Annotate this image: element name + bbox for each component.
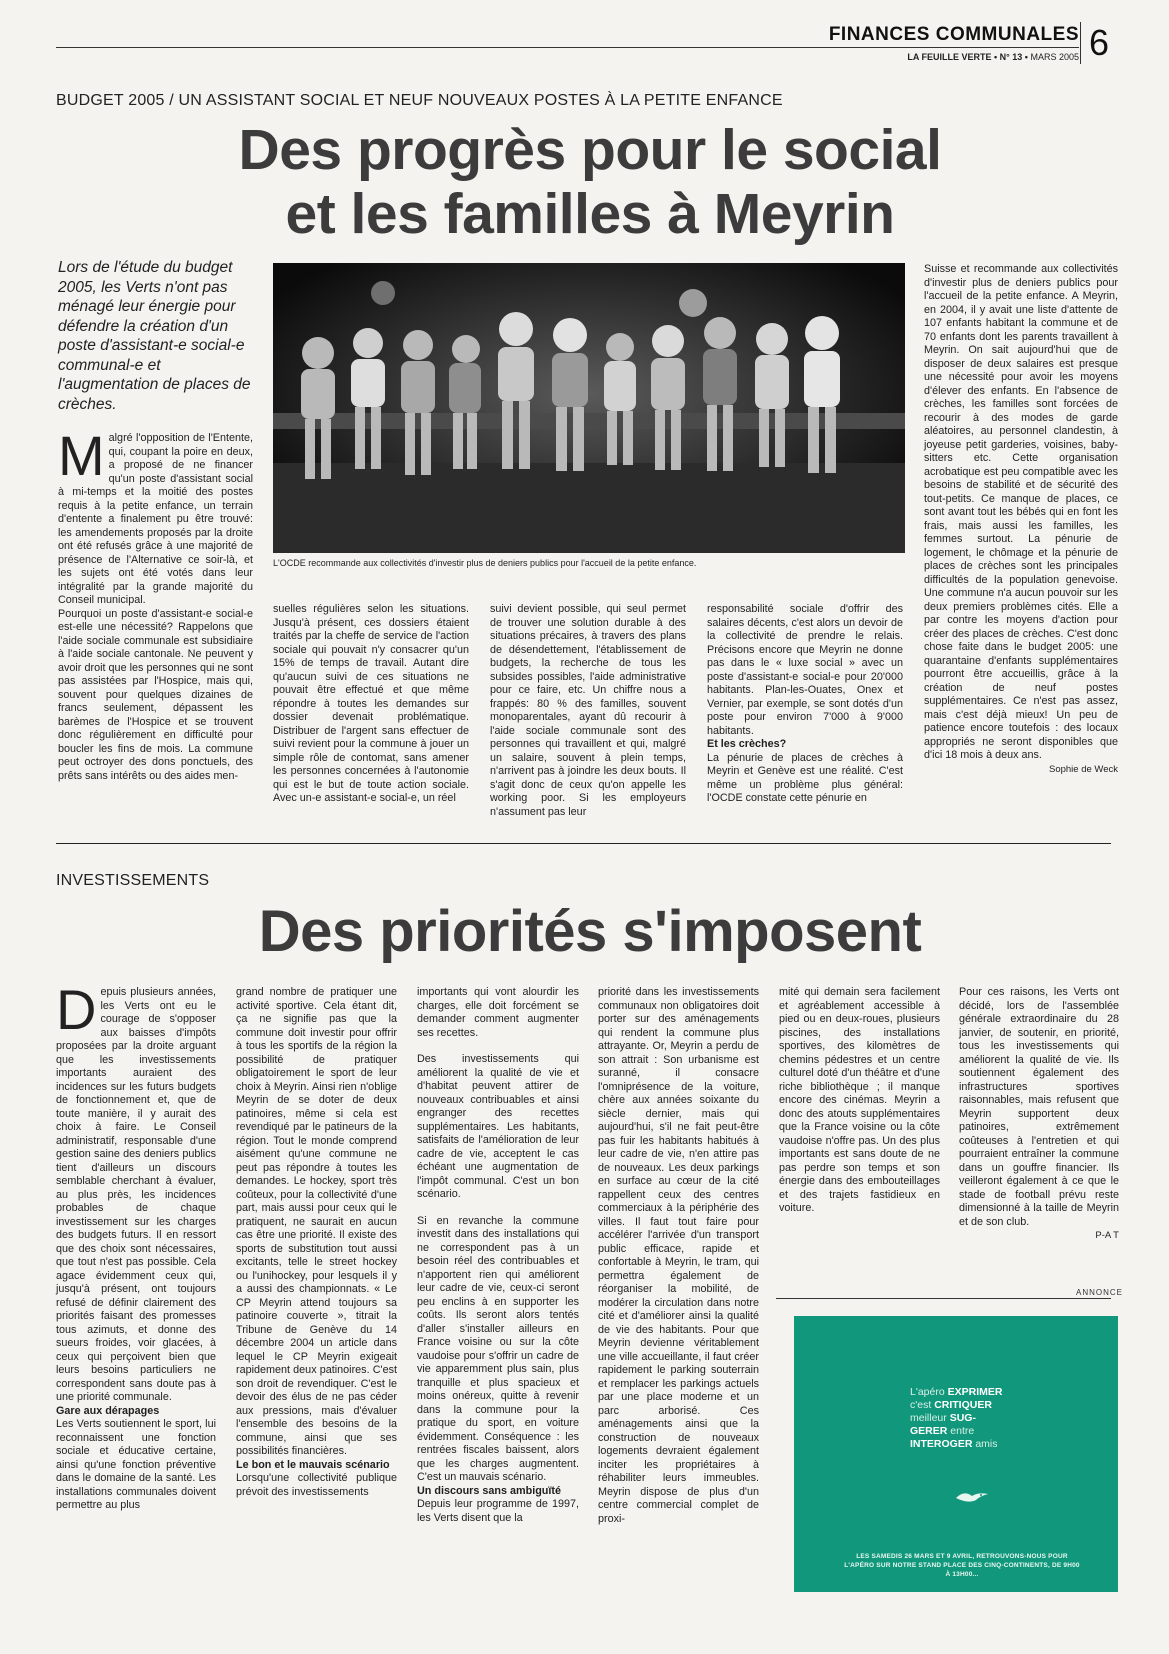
ad-footer: LES SAMEDIS 26 MARS ET 9 AVRIL, RETROUVONS-NOUS POUR L'APÉRO SUR NOTRE STAND PLACE DES CINQ-CONTINENTS, DE 9H00 À 13H00...	[844, 1553, 1080, 1578]
children-photo	[273, 263, 905, 553]
page-number: 6	[1080, 22, 1109, 64]
article1-column-1	[58, 424, 253, 783]
paragraph: suelles régulières selon les situations. Jusqu'à présent, ces dossiers étaient traités par la cheffe de service de l'action sociale qui pouvait n'y consacrer qu'un 15% de temps de travail. Autant dire qu'aucun suivi de ces situations ne pouvait être effectué et que même répondre à toutes les demandes sur dossier devenait problématique. Distribuer de l'argent sans effectuer de suivi revient pour la commune à jouer un simple rôle de contomat, sans amener les personnes concernées à l'autonomie qui est le but de toute action sociale. Avec un-e assistant-e social-e, un réel	[273, 603, 469, 804]
ad-slogan-text: c'est	[910, 1399, 935, 1411]
advertisement	[794, 1316, 1118, 1592]
subhead: Un discours sans ambiguïté	[417, 1484, 561, 1497]
ad-slogan-text: meilleur	[910, 1412, 950, 1424]
article2-column-2	[236, 986, 397, 1499]
article2-column-3	[417, 986, 579, 1525]
paragraph: grand nombre de pratiquer une activité sportive. Cela étant dit, ça ne signifie pas que la commune doit investir pour offrir à tous les sportifs de la région la possibilité de pratiquer obligatoirement le sport de leur choix à Meyrin. Ainsi rien n'oblige Meyrin de se doter de deux patinoires, même si cela est revendiqué par le patineurs de la région. Tout le monde comprend aisément qu'une commune ne peut pas répondre à toutes les demandes. Le hockey, sport très coûteux, pour la collectivité d'une part, mais aussi pour ceux qui le pratiquent, ne saurait en aucun cas être une priorité. Il existe des sports de substitution tout aussi excitants, telle le street hockey ou l'unihockey, pour lesquels il y a aussi des championnats. « Le CP Meyrin attend toujours sa patinoire couverte », titrait la Tribune de Genève du 14 décembre 2004 un article dans lequel le CP Meyrin exigeait rapidement deux patinoires. C'est son droit de revendiquer. C'est le devoir des élus de ne pas céder aux pressions, mais d'évaluer l'ensemble des besoins de la commune, ainsi que ses possibilités financières.	[236, 986, 397, 1457]
article1-headline	[180, 118, 1000, 246]
article1-column-4	[707, 603, 903, 806]
article2-kicker: INVESTISSEMENTS	[56, 872, 210, 889]
ad-label: ANNONCE	[1076, 1288, 1124, 1297]
paragraph: Suisse et recommande aux collectivités d'investir plus de deniers publics pour l'accueil de la petite enfance. A Meyrin, en 2004, il y avait une liste d'attente de 107 enfants habitant la commune et de 70 enfants dont les parents travaillent à Meyrin. On sait aujourd'hui que de disposer de deux salaires est presque une nécessité pour avoir les moyens d'élever des enfants. En l'absence de crèches, les familles sont forcées de recourir à des modes de garde aléatoires, au personnel clandestin, à joyeuse petit garderies, voisines, baby-sitters etc. Cette organisation acrobatique est peu compatible avec les besoins de stabilité et de sécurité des tout-petits. Ce manque de places, ce sont avant tout les bébés qui en font les frais, mais aussi les familles, les femmes surtout. La pénurie de logement, le chômage et la pénurie de places de crèches sont les principales difficultés de la population genevoise. Une commune n'a aucun pouvoir sur les deux premiers problèmes cités. Elle a par contre les moyens d'action pour créer des places de crèches. C'est donc chose faite dans le budget 2005: une quarantaine d'enfants supplémentaires pourront être accueillis, grâce à la création de neuf postes supplémentaires. Ce n'est pas assez, mais c'est déjà mieux! Un peu de patience encore toutefois : des locaux appropriés ne seront disponibles que d'ici 18 mois à deux ans.	[924, 263, 1118, 761]
headline-line-1: Des progrès pour le social	[238, 118, 942, 182]
publication-name: LA FEUILLE VERTE	[907, 52, 992, 62]
header-rule	[56, 47, 1079, 48]
drop-cap: M	[58, 424, 105, 487]
paragraph	[56, 978, 216, 1405]
paragraph-text: algré l'opposition de l'Entente, qui, coupant la poire en deux, a proposé de ne financer qu'un poste d'assistant social à mi-temps et la moitié des postes requis à la petite enfance, un terrain d'entente a finalement pu être trouvé: les amendements proposés par la droite ont été refusés grâce à une majorité de présence de l'Alternative ce soir-là, et les sujets ont été votés dans leur intégralité par la grande majorité du Conseil municipal.	[58, 432, 253, 606]
paragraph: suivi devient possible, qui seul permet de trouver une solution durable à des situations précaires, à travers des plans de désendettement, l'établissement de budgets, la recherche de tous les subsides possibles, l'aide administrative pour ce faire, etc. Un chiffre nous a frappés: 80 % des familles, souvent monoparentales, ayant dû recourir à l'aide sociale communale sont des personnes qui travaillent et qui, malgré un salaire, souvent à plein temps, n'arrivent pas à joindre les deux bouts. Il s'agit donc de ceux qu'on appelle les working poor. Si les employeurs n'assument pas leur	[490, 603, 686, 818]
paragraph: responsabilité sociale d'offrir des salaires décents, c'est alors un devoir de la collectivité de prendre le relais. Précisons encore que Meyrin ne donne pas dans le « luxe social » avec un poste d'assistant-e social-e pour 20'000 habitants. Plan-les-Ouates, Onex et Vernier, par exemple, se sont dotés d'un poste pour environ 7'000 à 9'000 habitants.	[707, 603, 903, 737]
paragraph: mité qui demain sera facilement et agréablement accessible à pied ou en deux-roues, plusieurs piscines, des installations sportives, des kilomètres de chemins pédestres et un centre culturel doté d'un théâtre et d'une riche bibliothèque ; il manque encore des cinémas. Meyrin a donc des atouts supplémentaires que la France voisine ou la côte vaudoise n'offre pas. Un des plus importants est sans doute de ne pas perdre son temps et son énergie dans des embouteillages et des trajets fastidieux en voiture.	[779, 986, 940, 1214]
section-divider	[56, 843, 1111, 844]
ad-slogan-text: amis	[972, 1438, 998, 1450]
issue-number: • N° 13 •	[994, 52, 1028, 62]
ad-slogan-keyword: EXPRIMER	[947, 1386, 1003, 1398]
ad-slogan-keyword: INTEROGER	[910, 1438, 973, 1450]
signature: P-A T	[1095, 1230, 1119, 1241]
paragraph: Pour ces raisons, les Verts ont décidé, lors de l'assemblée générale extraordinaire du 28 janvier, de soutenir, en priorité, tous les investissements qui améliorent la qualité de vie. Ils soutiennent également des infrastructures sportives raisonnables, mais refusent que Meyrin supportent deux patinoires, extrêmement coûteuses à l'entretien et qui pourraient entraîner la commune dans un gouffre financier. Ils veilleront également à ce que le stade de football prévu reste dimensionné à la taille de Meyrin et de son club.	[959, 986, 1119, 1228]
article1-column-2	[273, 603, 469, 806]
ad-slogan-text: entre	[947, 1425, 975, 1437]
issue-line	[907, 52, 1079, 62]
paragraph	[58, 424, 253, 608]
ad-slogan-keyword: GERER	[910, 1425, 948, 1437]
paragraph: importants qui vont alourdir les charges, elle doit forcément se demander comment augmenter ses recettes.	[417, 986, 579, 1039]
paragraph: Des investissements qui améliorent la qualité de vie et d'habitat peuvent attirer de nouveaux contribuables et ainsi engranger des recettes supplémentaires. Les habitants, satisfaits de l'amélioration de leur cadre de vie, acceptent le cas échéant une augmentation de l'impôt communal. C'est un bon scénario.	[417, 1053, 579, 1200]
article1-lead: Lors de l'étude du budget 2005, les Verts n'ont pas ménagé leur énergie pour défendre la création d'un poste d'assistant-e social-e communal-e et l'augmentation de places de crèches.	[58, 259, 251, 413]
ad-slogan-keyword: CRITIQUER	[934, 1399, 992, 1411]
drop-cap: D	[56, 978, 97, 1041]
ad-rule	[776, 1298, 1111, 1299]
paragraph: La pénurie de places de crèches à Meyrin et Genève est une réalité. C'est même un problème plus général: l'OCDE constate cette pénurie en	[707, 751, 903, 804]
paragraph-text: epuis plusieurs années, les Verts ont eu le courage de s'opposer aux baisses d'impôts proposées par la droite arguant que les investissements importants auraient des incidences sur les futurs budgets de fonctionnement et, que de toute manière, il y aurait des choix à faire. Le Conseil administratif, responsable d'une gestion saine des deniers publics tient d'ailleurs un discours semblable cherchant à évaluer, au plus près, les incidences probables de chaque investissement sur les charges des budgets futurs. Il en ressort que des choix sont nécessaires, que tout n'est pas possible. Cela agace évidemment ceux qui, jusqu'à présent, ont toujours refusé de définir clairement des priorités faisant des promesses tous azimuts, et donne des sueurs froides, voir glacées, à ceux qui perçoivent bien que leurs besoins particuliers ne correspondent sans doute pas à une priorité communale.	[56, 986, 216, 1403]
children-photo-illustration	[273, 263, 905, 553]
subhead: Et les crèches?	[707, 738, 787, 750]
paragraph: Si en revanche la commune investit dans des installations qui ne correspondent pas à un besoin réel des contribuables et n'apportent rien qui améliorent leur cadre de vie, ceux-ci seront peu enclins à en supporter les coûts. Ils seront alors tentés d'aller s'installer ailleurs en France voisine ou sur la côte vaudoise pour s'offrir un cadre de vie apparemment plus sain, plus tranquille et plus spacieux et moins onéreux, quitte à revenir dans la commune pour la pratique du sport, en voiture évidemment. Conséquence : les rentrées fiscales baissent, alors que les charges augmentent. C'est un mauvais scénario.	[417, 1214, 579, 1483]
ad-slogan-text: L'apéro	[910, 1386, 948, 1398]
article1-column-3	[490, 603, 686, 819]
paragraph: Lorsqu'une collectivité publique prévoit des investissements	[236, 1472, 397, 1498]
subhead: Gare aux dérapages	[56, 1404, 160, 1417]
article2-column-1	[56, 978, 216, 1513]
article1-column-5	[924, 263, 1118, 776]
paragraph: Les Verts soutiennent le sport, lui reconnaissent une fonction sociale et éducative certaine, ainsi qu'une fonction préventive dans le domaine de la santé. Les installations communales doivent permettre au plus	[56, 1418, 216, 1511]
paragraph: Depuis leur programme de 1997, les Verts disent que la	[417, 1498, 579, 1524]
article2-column-5	[779, 986, 940, 1216]
article1-kicker: BUDGET 2005 / UN ASSISTANT SOCIAL ET NEUF NOUVEAUX POSTES À LA PETITE ENFANCE	[56, 92, 783, 109]
paragraph: Pourquoi un poste d'assistant-e social-e est-elle une nécessité? Rappelons que l'aide sociale communale est subsidiaire à l'aide sociale cantonale. Ne peuvent y avoir droit que les personnes qui ne sont pas assistées par l'Hospice, mais qui, souvent pour quelques dizaines de francs seulement, dépassent les barèmes de l'Hospice et se trouvent donc régulièrement en difficulté pour boucler les fins de mois. La commune peut octroyer des dons ponctuels, des prêts sans intérêts ou des aides men-	[58, 607, 253, 782]
bird-icon	[954, 1488, 990, 1504]
signature: Sophie de Weck	[1048, 763, 1118, 775]
article2-column-6	[959, 986, 1119, 1243]
article2-column-4	[598, 986, 759, 1526]
article2-headline: Des priorités s'imposent	[258, 899, 922, 964]
headline-line-2: et les familles à Meyrin	[285, 182, 895, 246]
section-title: FINANCES COMMUNALES	[828, 24, 1079, 45]
photo-caption: L'OCDE recommande aux collectivités d'investir plus de deniers publics pour l'accueil de la petite enfance.	[273, 558, 697, 568]
issue-date: MARS 2005	[1030, 52, 1079, 62]
subhead: Le bon et le mauvais scénario	[236, 1458, 390, 1471]
ad-slogan-keyword: SUG-	[949, 1412, 976, 1424]
ad-slogan	[910, 1386, 1100, 1451]
paragraph: priorité dans les investissements communaux non obligatoires doit porter sur des aménagements qui rendent la commune plus attrayante. Or, Meyrin a perdu de son attrait : Son urbanisme est suranné, il consacre l'omniprésence de la voiture, chère aux années soixante du siècle dernier, mais qui aujourd'hui, s'il ne fait peut-être pas fuir les habitants habitués à leur cadre de vie, n'en attire pas de nouveaux. Les deux parkings en surface au cœur de la cité rappellent ceux des centres commerciaux à la périphérie des villes. Il faut tout faire pour accélérer l'arrivée d'un transport public efficace, rapide et confortable à Meyrin, le tram, qui permettra également de réorganiser la mobilité, de modérer la circulation dans notre cité et d'améliorer ainsi la qualité de vie des habitants. Pour que Meyrin devienne véritablement une ville accueillante, il faut créer rapidement le parking souterrain et remplacer les parkings actuels par une place moderne et un parc arborisé. Ces aménagements ainsi que la construction de nouveaux logements devraient également inciter les propriétaires à réhabiliter leurs immeubles. Meyrin dispose de plus d'un centre commercial complet de proxi-	[598, 986, 759, 1525]
